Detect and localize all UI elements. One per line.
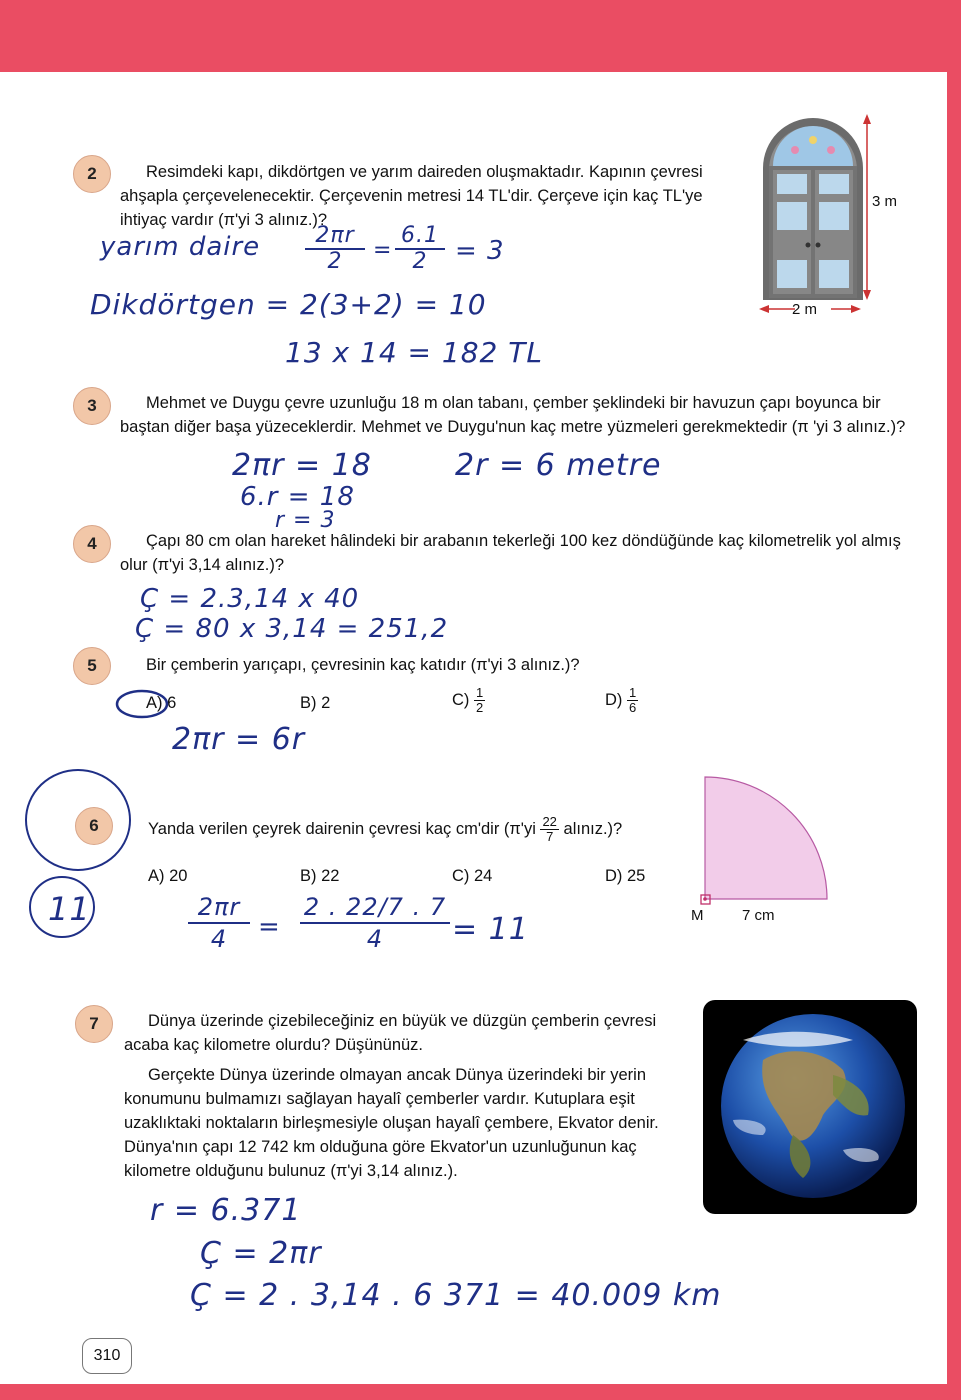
question-3-text: Mehmet ve Duygu çevre uzunluğu 18 m olan tabanı, çember şeklindeki bir havuzun çapı boyunca bir baştan diğer başa yüzeceklerdir. Mehmet ve Duygu'nun kaç metre yüzmeleri gerekmektedir (π 'yi 3 alınız.)? — [120, 394, 906, 436]
question-4-text: Çapı 80 cm olan hareket hâlindeki bir arabanın tekerleği 100 kez döndüğünde kaç kilometrelik yol almış olur (π'yi 3,14 alınız.)? — [120, 532, 901, 574]
handwriting-q6-equals: = — [258, 912, 281, 942]
handwriting-q3-line1: 2πr = 18 — [232, 448, 372, 483]
handwriting-q2-line1-prefix: yarım daire — [100, 232, 261, 262]
handwriting-q2-frac2-den: 2 — [412, 249, 428, 274]
q6-option-a[interactable]: A) 20 — [148, 867, 188, 885]
q5-option-c-numerator: 1 — [476, 685, 484, 700]
handwriting-q6-frac1-den: 4 — [210, 925, 228, 953]
quarter-circle-radius-label: 7 cm — [742, 907, 775, 924]
handwriting-q6-margin-answer: 11 — [48, 890, 91, 928]
question-6-text-after: alınız.)? — [563, 819, 623, 838]
handwriting-q4-line1: Ç = 2.3,14 x 40 — [140, 584, 360, 614]
q5-option-c[interactable] — [452, 686, 485, 715]
handwriting-q2-frac1-num: 2πr — [305, 224, 365, 250]
quarter-circle-center-label: M — [691, 907, 704, 924]
right-edge-band — [947, 0, 961, 1400]
q6-option-b[interactable]: B) 22 — [300, 867, 340, 885]
question-6-text — [148, 815, 688, 844]
handwriting-q5-line1: 2πr = 6r — [172, 722, 306, 757]
q5-selected-answer-circle — [114, 686, 170, 722]
earth-photo — [703, 1000, 917, 1214]
bottom-band — [0, 1384, 961, 1400]
q6-option-c[interactable]: C) 24 — [452, 867, 493, 885]
question-number-2: 2 — [73, 155, 111, 193]
handwriting-q2-equals: = — [373, 238, 393, 263]
q5-option-c-label: C) — [452, 690, 470, 709]
door-height-label: 3 m — [872, 193, 898, 210]
handwriting-q2-frac2 — [395, 224, 445, 274]
handwriting-q6-frac1 — [188, 892, 250, 954]
q5-option-d-numerator: 1 — [629, 685, 637, 700]
question-6-pi-fraction — [540, 815, 558, 844]
question-7-paragraph-2: Gerçekte Dünya üzerinde olmayan ancak Dünya üzerindeki bir yerin konumunu bulmamızı sağlayan hayalî çemberler vardır. Kutuplara eşit uzaklıktaki noktaların birleşmesiyle oluşan hayalî çembere, Ekvator denir. Dünya'nın çapı 12 742 km olduğuna göre Ekvator'un uzunluğunun kaç kilometre olduğunu bulunuz (π'yi 3,14 alınız.). — [124, 1066, 659, 1180]
handwriting-q7-line3: Ç = 2 . 3,14 . 6 371 = 40.009 km — [190, 1278, 722, 1313]
q5-option-c-denominator: 2 — [476, 700, 484, 715]
q5-option-d-fraction — [627, 686, 638, 715]
question-number-6: 6 — [75, 807, 113, 845]
q5-option-d[interactable] — [605, 686, 638, 715]
handwriting-q2-line3: 13 x 14 = 182 TL — [285, 336, 543, 369]
question-number-7: 7 — [75, 1005, 113, 1043]
q5-option-b[interactable]: B) 2 — [300, 694, 331, 712]
door-width-label: 2 m — [792, 301, 818, 318]
question-2-text: Resimdeki kapı, dikdörtgen ve yarım daireden oluşmaktadır. Kapının çevresi ahşapla çerçevelenecektir. Çerçevenin metresi 14 TL'dir. Çerçeve için kaç TL'ye ihtiyaç vardır (π'yi 3 alınız.)? — [120, 163, 703, 229]
question-6-pi-numerator: 22 — [542, 814, 557, 829]
handwriting-q7-line1: r = 6.371 — [150, 1193, 302, 1228]
q5-option-d-denominator: 6 — [629, 700, 637, 715]
q5-option-d-label: D) — [605, 690, 623, 709]
handwriting-q6-frac2-den: 4 — [366, 925, 384, 953]
quarter-circle-figure — [695, 775, 835, 910]
handwriting-q6-result: = 11 — [452, 912, 529, 947]
question-number-3: 3 — [73, 387, 111, 425]
handwriting-q2-frac1 — [305, 224, 365, 274]
handwriting-q2-frac1-den: 2 — [327, 249, 343, 274]
handwriting-q6-frac2 — [300, 892, 450, 954]
door-illustration — [755, 110, 905, 320]
handwriting-q7-line2: Ç = 2πr — [200, 1236, 322, 1271]
handwriting-q6-frac1-num: 2πr — [188, 892, 250, 924]
handwriting-q3-line2: 6.r = 18 — [240, 482, 355, 512]
handwriting-q3-answer: 2r = 6 metre — [455, 448, 662, 483]
handwriting-q6-frac2-num: 2 . 22/7 . 7 — [300, 892, 450, 924]
q5-option-a[interactable]: A) 6 — [146, 694, 177, 712]
question-6-text-before: Yanda verilen çeyrek dairenin çevresi kaç cm'dir (π'yi — [148, 819, 536, 838]
question-number-4: 4 — [73, 525, 111, 563]
handwriting-q2-result: = 3 — [455, 236, 505, 266]
q6-option-d[interactable]: D) 25 — [605, 867, 646, 885]
q5-option-c-fraction — [474, 686, 485, 715]
handwriting-q2-frac2-num: 6.1 — [395, 224, 445, 250]
question-5-text: Bir çemberin yarıçapı, çevresinin kaç katıdır (π'yi 3 alınız.)? — [146, 656, 580, 674]
question-number-5: 5 — [73, 647, 111, 685]
handwriting-q2-line2: Dikdörtgen = 2(3+2) = 10 — [90, 288, 487, 321]
header-band — [0, 0, 961, 72]
page-number: 310 — [82, 1338, 132, 1374]
question-6-pi-denominator: 7 — [546, 829, 554, 844]
handwriting-q4-line2: Ç = 80 x 3,14 = 251,2 — [135, 614, 449, 644]
handwriting-q3-line3: r = 3 — [275, 508, 336, 533]
question-7-paragraph-1: Dünya üzerinde çizebileceğiniz en büyük ve düzgün çemberin çevresi acaba kaç kilometre olurdu? Düşününüz. — [124, 1012, 657, 1054]
